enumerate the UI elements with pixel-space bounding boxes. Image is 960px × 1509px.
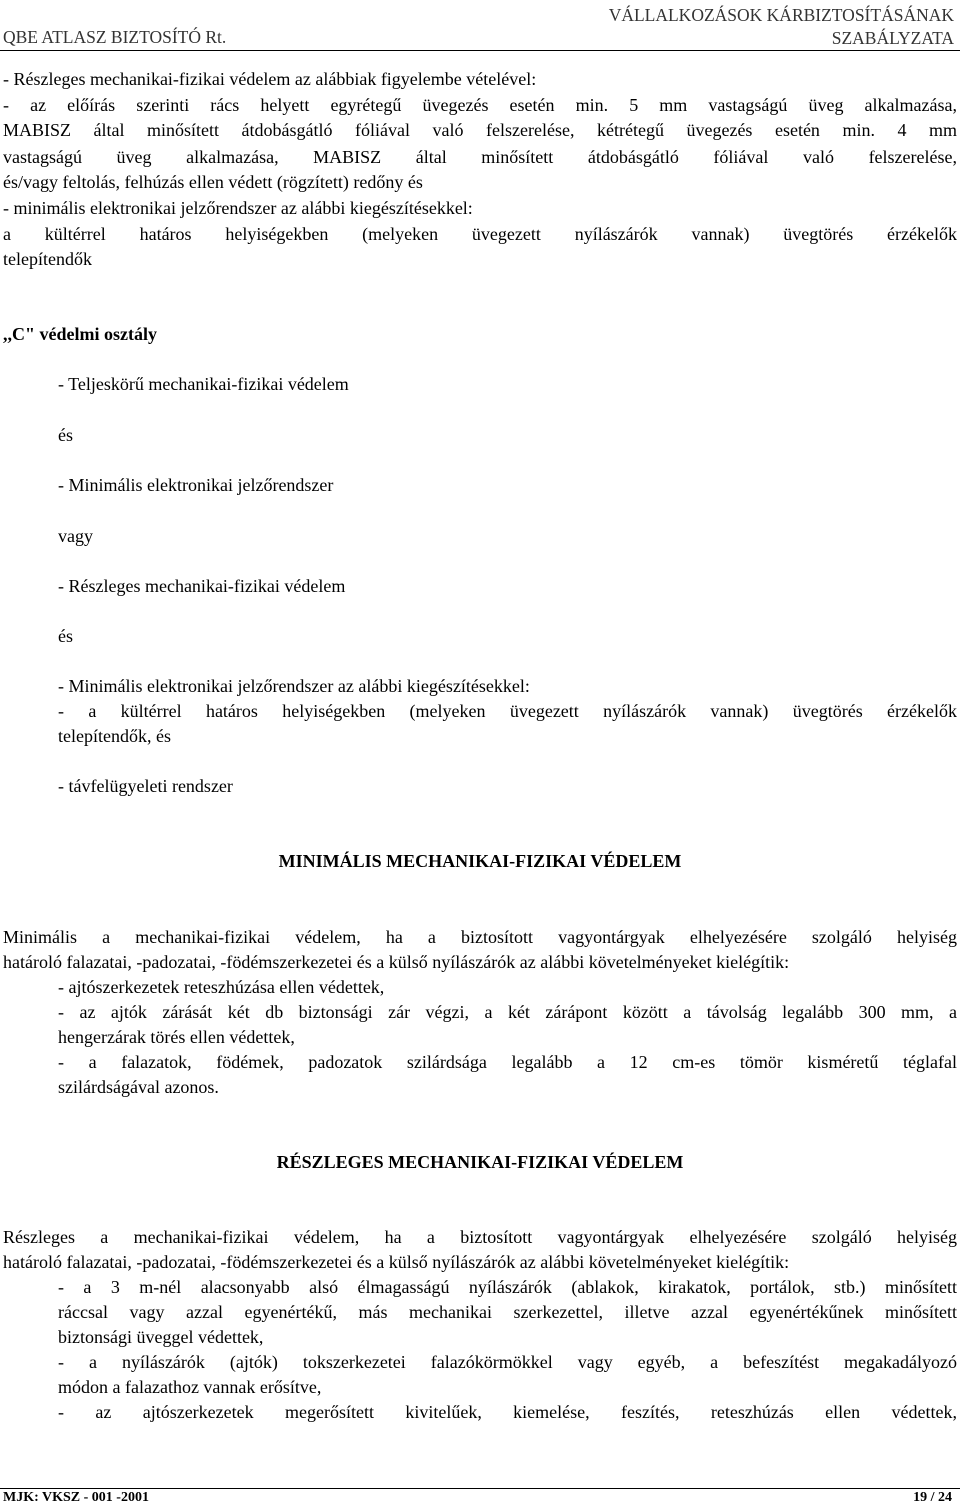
footer-doc-id: MJK: VKSZ - 001 -2001 (3, 1490, 149, 1505)
partial-paragraph-line: határoló falazatai, -padozatai, -födémszerkezetei és a külső nyílászárók az alábbi követelményeket kielégítik: (3, 1252, 790, 1272)
intro-line: - Részleges mechanikai-fizikai védelem az alábbiak figyelembe vételével: (3, 69, 537, 89)
minimal-paragraph-line: Minimális a mechanikai-fizikai védelem, ha a biztosított vagyontárgyak elhelyezésére szolgáló helyiség (3, 927, 957, 947)
partial-paragraph-line: Részleges a mechanikai-fizikai védelem, ha a biztosított vagyontárgyak elhelyezésére szolgáló helyiség (3, 1227, 957, 1247)
partial-bullet: - az ajtószerkezetek megerősített kivitelűek, kiemelése, feszítés, reteszhúzás ellen védettek, (58, 1402, 957, 1422)
minimal-paragraph-line: határoló falazatai, -padozatai, -födémszerkezetei és a külső nyílászárók az alábbi követelményeket kielégítik: (3, 952, 790, 972)
minimal-bullet: szilárdságával azonos. (58, 1077, 219, 1097)
footer-page-number: 19 / 24 (913, 1490, 952, 1505)
c-class-item: telepítendők, és (58, 726, 171, 746)
section-heading-c-class: ,,C" védelmi osztály (3, 324, 157, 344)
company-name: QBE ATLASZ BIZTOSÍTÓ Rt. (3, 27, 227, 47)
footer-divider (0, 1488, 960, 1489)
c-class-item: - Minimális elektronikai jelzőrendszer az alábbi kiegészítésekkel: (58, 676, 530, 696)
c-class-item: - Részleges mechanikai-fizikai védelem (58, 576, 346, 596)
c-class-item: - távfelügyeleti rendszer (58, 776, 233, 796)
c-class-connector: vagy (58, 526, 93, 546)
document-title (609, 4, 954, 50)
intro-line: MABISZ által minősített átdobásgátló fóliával való felszerelése, kétrétegű üvegezés esetén min. 4 mm (3, 120, 957, 140)
c-class-item: - Minimális elektronikai jelzőrendszer (58, 475, 334, 495)
document-title-line-2: SZABÁLYZATA (831, 28, 954, 48)
c-class-item: - a kültérrel határos helyiségekben (melyeken üvegezett nyílászárók vannak) üvegtörés érzékelők (58, 701, 957, 721)
intro-line: a kültérrel határos helyiségekben (melyeken üvegezett nyílászárók vannak) üvegtörés érzékelők (3, 224, 957, 244)
intro-line: és/vagy feltolás, felhúzás ellen védett (rögzített) redőny és (3, 172, 423, 192)
partial-bullet: ráccsal vagy azzal egyenértékű, más mechanikai szerkezettel, illetve azzal egyenértékűnek minősített (58, 1302, 957, 1322)
intro-line: telepítendők (3, 249, 92, 269)
section-heading-partial: RÉSZLEGES MECHANIKAI-FIZIKAI VÉDELEM (276, 1152, 684, 1172)
partial-bullet: módon a falazathoz vannak erősítve, (58, 1377, 322, 1397)
intro-line: vastagságú üveg alkalmazása, MABISZ által minősített átdobásgátló fóliával való felszerelése, (3, 147, 957, 167)
intro-line: - minimális elektronikai jelzőrendszer az alábbi kiegészítésekkel: (3, 198, 473, 218)
c-class-connector: és (58, 626, 73, 646)
header-divider (0, 50, 960, 51)
minimal-bullet: - ajtószerkezetek reteszhúzása ellen védettek, (58, 977, 385, 997)
intro-line: - az előírás szerinti rács helyett egyrétegű üvegezés esetén min. 5 mm vastagságú üveg alkalmazása, (3, 95, 957, 115)
partial-bullet: - a 3 m-nél alacsonyabb alsó élmagasságú nyílászárók (ablakok, kirakatok, portálok, stb.) minősített (58, 1277, 957, 1297)
minimal-bullet: - az ajtók zárását két db biztonsági zár végzi, a két zárápont között a távolság legalább 300 mm, a (58, 1002, 957, 1022)
document-title-line-1: VÁLLALKOZÁSOK KÁRBIZTOSÍTÁSÁNAK (608, 5, 954, 25)
c-class-item: - Teljeskörű mechanikai-fizikai védelem (58, 374, 349, 394)
partial-bullet: biztonsági üveggel védettek, (58, 1327, 264, 1347)
minimal-bullet: - a falazatok, födémek, padozatok szilárdsága legalább a 12 cm-es tömör kisméretű téglafal (58, 1052, 957, 1072)
minimal-bullet: hengerzárak törés ellen védettek, (58, 1027, 295, 1047)
partial-bullet: - a nyílászárók (ajtók) tokszerkezetei falazókörmökkel vagy egyéb, a befeszítést megakadályozó (58, 1352, 957, 1372)
section-heading-minimal: MINIMÁLIS MECHANIKAI-FIZIKAI VÉDELEM (278, 851, 682, 871)
c-class-connector: és (58, 425, 73, 445)
